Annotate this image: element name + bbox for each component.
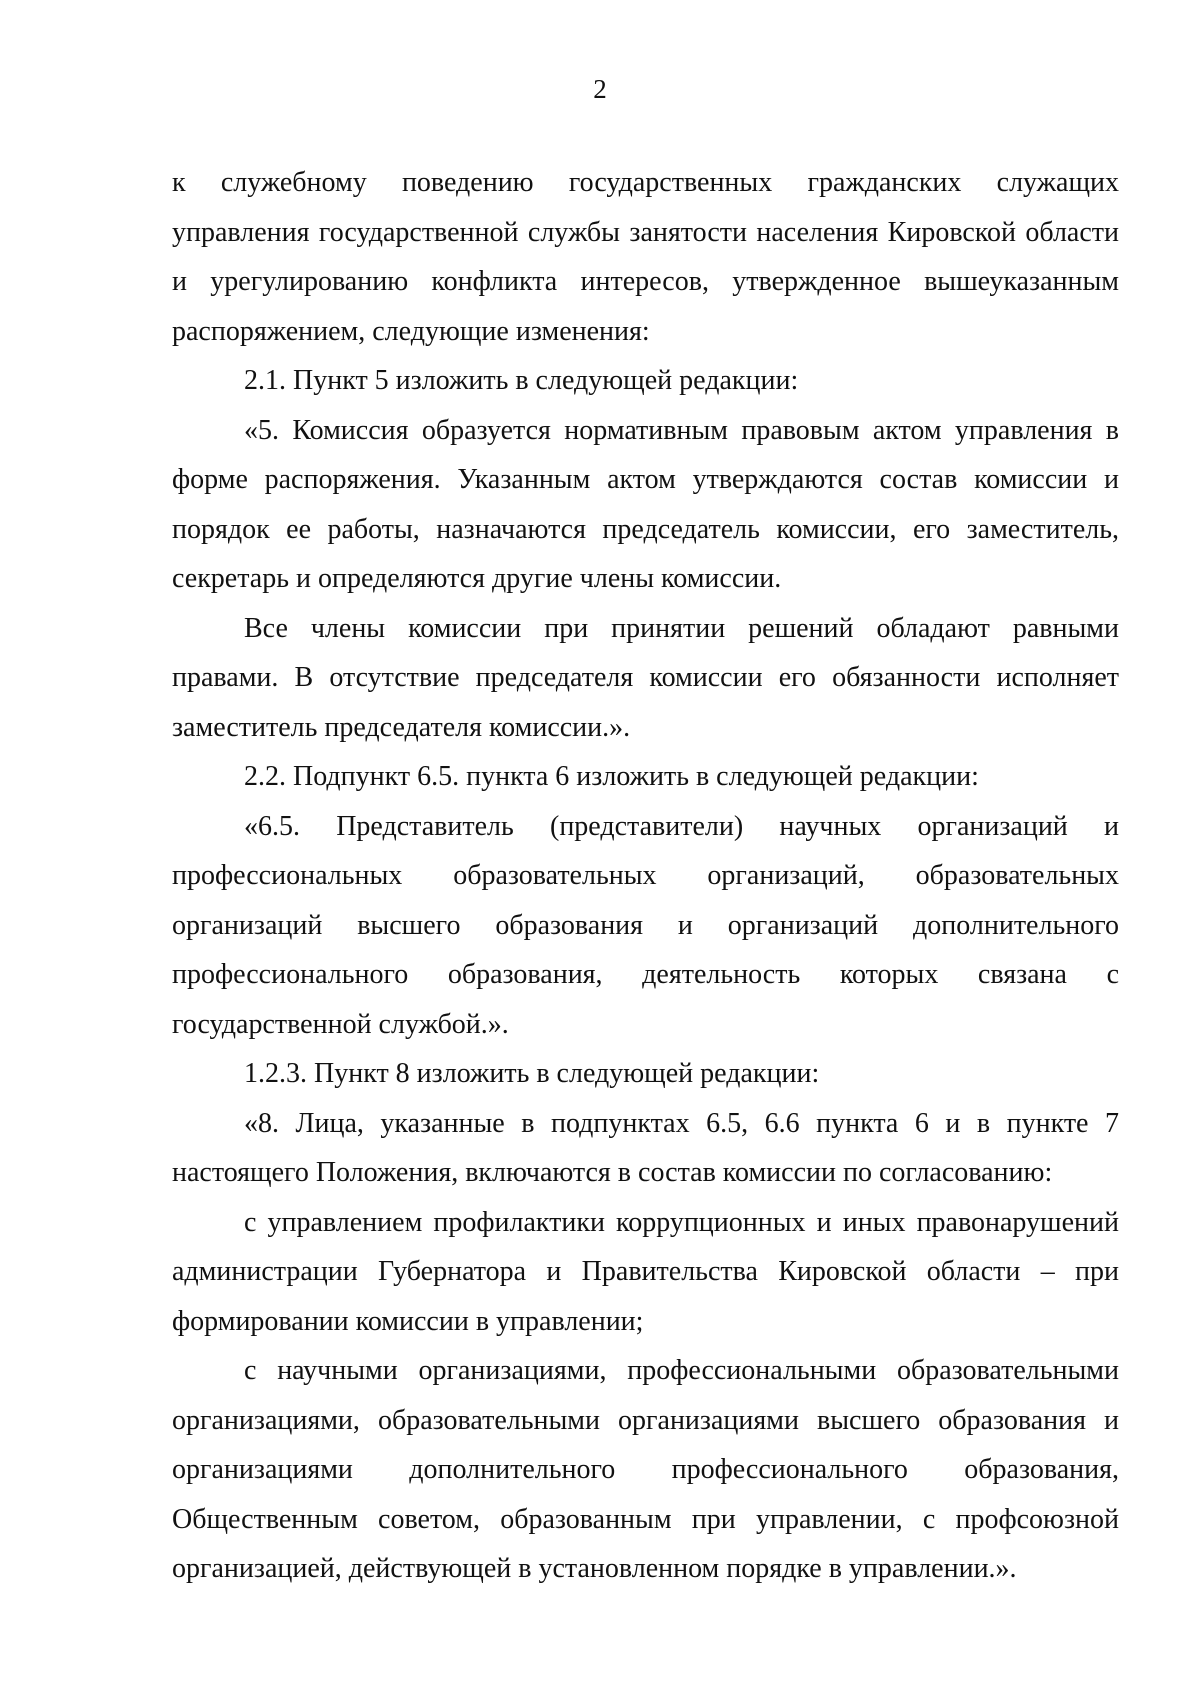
paragraph-agreement-governor: с управлением профилактики коррупционных и иных правонарушений администрации Губернатора и Правительства Кировской области – при формировании комиссии в управлении; — [172, 1206, 1119, 1337]
paragraph-item-6-5: «6.5. Представитель (представители) научных организаций и профессиональных образовательных организаций, образовательных организаций высшего образования и организаций дополнительного профессионального образования, деятельность которых связана с государственной службой.». — [172, 810, 1119, 1040]
paragraph-agreement-organizations: с научными организациями, профессиональными образовательными организациями, образовательными организациями высшего образования и организациями дополнительного профессионального образования, Общественным советом, образованным при управлении, с профсоюзной организацией, действующей в установленном порядке в управлении.». — [172, 1355, 1119, 1584]
paragraph-2-1-heading: 2.1. Пункт 5 изложить в следующей редакции: — [244, 365, 799, 396]
document-body — [172, 158, 1119, 1594]
paragraph-item-5: «5. Комиссия образуется нормативным правовым актом управления в форме распоряжения. Указанным актом утверждаются состав комиссии и порядок ее работы, назначаются председатель комиссии, его заместитель, секретарь и определяются другие члены комиссии. — [172, 414, 1119, 594]
paragraph-item-8: «8. Лица, указанные в подпунктах 6.5, 6.6 пункта 6 и в пункте 7 настоящего Положения, включаются в состав комиссии по согласованию: — [172, 1107, 1119, 1188]
paragraph-1-2-3-heading: 1.2.3. Пункт 8 изложить в следующей редакции: — [244, 1058, 820, 1089]
paragraph-equal-rights: Все члены комиссии при принятии решений обладают равными правами. В отсутствие председателя комиссии его обязанности исполняет заместитель председателя комиссии.». — [172, 612, 1119, 743]
paragraph-continuation: к служебному поведению государственных гражданских служащих управления государственной службы занятости населения Кировской области и урегулированию конфликта интересов, утвержденное вышеуказанным распоряжением, следующие изменения: — [172, 167, 1119, 347]
paragraph-2-2-heading: 2.2. Подпункт 6.5. пункта 6 изложить в следующей редакции: — [244, 761, 979, 792]
page-number: 2 — [593, 74, 607, 104]
